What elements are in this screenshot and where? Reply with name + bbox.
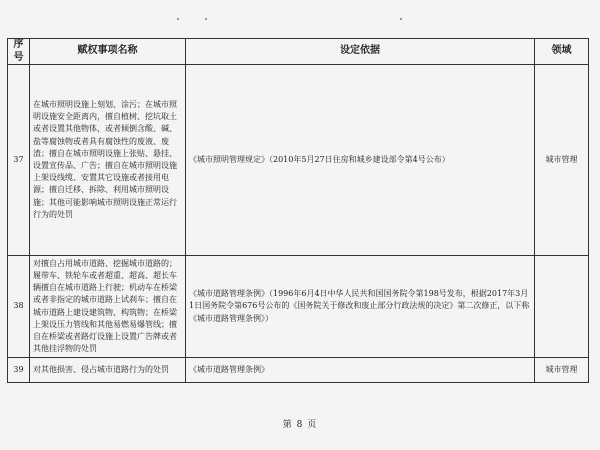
scan-dot <box>205 18 207 20</box>
row-item-name: 对其他损害、侵占城市道路行为的处罚 <box>30 358 186 383</box>
table-header-row <box>8 39 589 65</box>
row-domain <box>535 256 589 358</box>
row-number: 37 <box>8 65 30 256</box>
row-basis: 《城市道路管理条例》 <box>186 358 535 383</box>
header-no: 序号 <box>8 39 30 65</box>
page-number: 第 8 页 <box>282 420 318 430</box>
scan-marks <box>0 18 600 28</box>
row-domain: 城市管理 <box>535 65 589 256</box>
scan-dot <box>400 18 402 20</box>
header-basis: 设定依据 <box>186 39 535 65</box>
row-number: 38 <box>8 256 30 358</box>
table-row <box>8 256 589 358</box>
row-domain: 城市管理 <box>535 358 589 383</box>
scan-dot <box>177 18 179 20</box>
row-number: 39 <box>8 358 30 383</box>
row-item-name: 对擅自占用城市道路、挖掘城市道路的；履带车、铁轮车或者超重、超高、超长车辆擅自在城市道路上行驶；机动车在桥梁或者非指定的城市道路上试刹车；擅自在城市道路上建设建筑物、构筑物；在桥梁上架设压力管线和其他易燃易爆管线；擅自在桥梁或者路灯设施上设置广告牌或者其他挂浮物的处罚 <box>30 256 186 358</box>
row-basis: 《城市照明管理规定》（2010年5月27日住房和城乡建设部令第4号公布） <box>186 65 535 256</box>
header-domain: 领域 <box>535 39 589 65</box>
table-row <box>8 358 589 383</box>
row-basis: 《城市道路管理条例》（1996年6月4日中华人民共和国国务院令第198号发布，根据2017年3月1日国务院令第676号公布的《国务院关于修改和废止部分行政法规的决定》第二次修正，以下称《城市道路管理条例》） <box>186 256 535 358</box>
header-item: 赋权事项名称 <box>30 39 186 65</box>
table-row <box>8 65 589 256</box>
authority-table <box>7 38 589 383</box>
row-item-name: 在城市照明设施上刻划、涂污；在城市照明设施安全距离内，擅自植树、挖坑取土或者设置其他物体，或者倾倒含酸、碱、盐等腐蚀物或者具有腐蚀性的废液、废渣；擅自在城市照明设施上张贴、悬挂、设置宣传品、广告；擅自在城市照明设施上架设线缆、安置其它设施或者接用电源；擅自迁移、拆除、利用城市照明设施；其他可能影响城市照明设施正常运行行为的处罚 <box>30 65 186 256</box>
